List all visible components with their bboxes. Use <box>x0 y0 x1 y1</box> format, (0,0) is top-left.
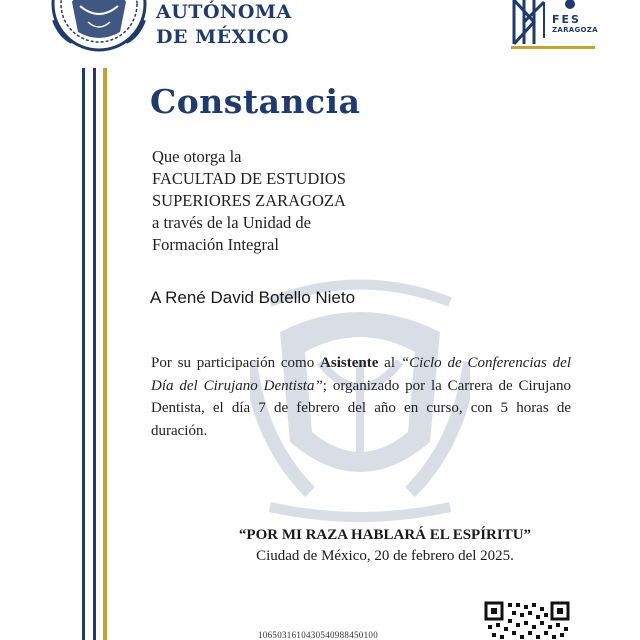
qr-code-icon <box>484 601 570 640</box>
grantor-line: SUPERIORES ZARAGOZA <box>152 191 346 210</box>
fes-logo-text <box>552 14 598 35</box>
certificate-title: Constancia <box>150 82 361 121</box>
navy-stripe <box>93 68 96 640</box>
gold-stripe <box>103 68 107 640</box>
certificate-body <box>151 352 571 442</box>
folio-number: 1065031610430540988450100 <box>258 630 378 640</box>
university-name <box>156 0 292 50</box>
grantor-block <box>152 146 346 256</box>
grantor-line: Formación Integral <box>152 235 279 254</box>
unam-seal-icon <box>50 0 148 52</box>
grantor-line: FACULTAD DE ESTUDIOS <box>152 169 346 188</box>
recipient-name: A René David Botello Nieto <box>150 288 356 307</box>
body-event: “Ciclo de Conferencias del Día del Cirujano Dentista” <box>151 355 572 394</box>
body-part3: ; organizado por la Carrera de Cirujano Dentista, el día 7 de febrero del año en curso, con 5 horas de duración. <box>151 377 571 439</box>
university-name-line: AUTÓNOMA <box>156 1 292 23</box>
university-motto: “POR MI RAZA HABLARÁ EL ESPÍRITU” <box>238 527 532 543</box>
place-and-date: Ciudad de México, 20 de febrero del 2025. <box>256 548 514 564</box>
body-part2: al <box>378 355 401 371</box>
navy-stripe <box>82 68 85 640</box>
fes-logo-underline <box>511 46 595 49</box>
university-name-line: DE MÉXICO <box>156 26 289 48</box>
grantor-line: a través de la Unidad de <box>152 213 311 232</box>
fes-logo-line1: FES <box>552 13 581 26</box>
fes-logo-line2: ZARAGOZA <box>552 26 598 34</box>
body-role: Asistente <box>320 355 379 371</box>
grantor-line: Que otorga la <box>152 147 242 166</box>
body-part1: Por su participación como <box>151 355 321 371</box>
